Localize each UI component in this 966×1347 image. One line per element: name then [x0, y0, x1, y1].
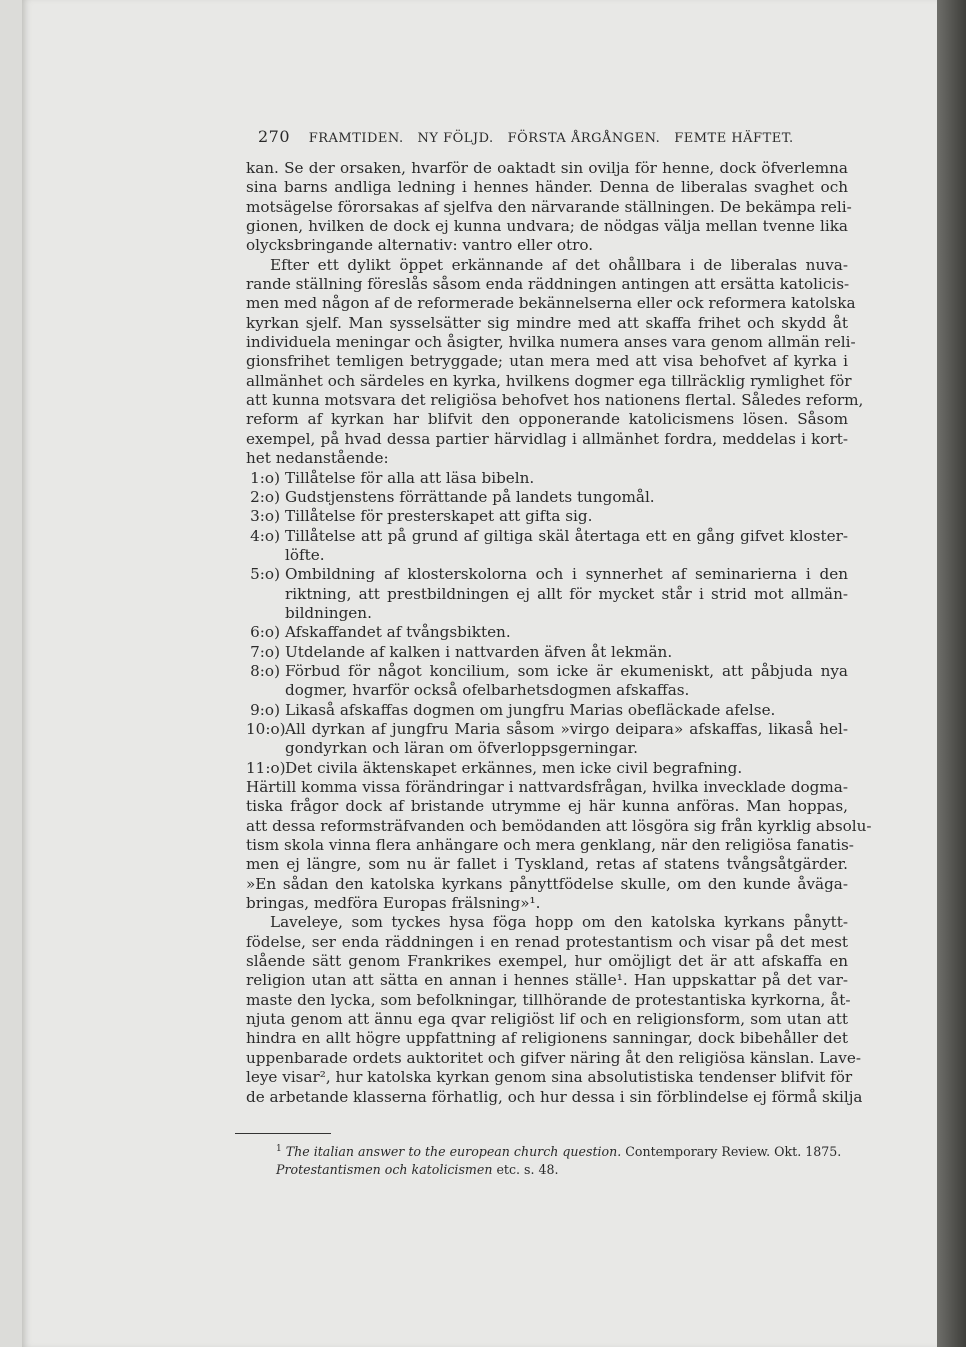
- list-text: [285, 623, 848, 642]
- text-line: tiska frågor dock af bristande utrymme ej här kunna anföras. Man hoppas,: [246, 797, 848, 816]
- page-stack-edge: [0, 0, 23, 1347]
- text-line: Förbud för något koncilium, som icke är ekumeniskt, att påbjuda nya: [285, 661, 848, 680]
- text-line: Härtill komma vissa förändringar i nattvardsfrågan, hvilka invecklade dogma-: [246, 778, 848, 796]
- text-line: Laveleye, som tyckes hysa föga hopp om den katolska kyrkans pånytt-: [270, 913, 848, 932]
- list-item: [246, 759, 848, 778]
- text-line: »En sådan den katolska kyrkans pånyttfödelse skulle, om den kunde åväga-: [246, 874, 848, 893]
- text-line: rande ställning föreslås såsom enda räddningen antingen att ersätta katolicis-: [246, 275, 850, 294]
- footnote-marker: 1: [276, 1144, 282, 1154]
- text-line: Likaså afskaffas dogmen om jungfru Marias obefläckade afelse.: [285, 700, 776, 719]
- footnote-rule: [235, 1133, 331, 1134]
- text-line: Tillåtelse för alla att läsa bibeln.: [285, 468, 535, 487]
- list-item: [246, 643, 848, 662]
- text-line: men ej längre, som nu är fallet i Tyskland, retas af statens tvångsåtgärder.: [246, 855, 848, 874]
- text-line: de arbetande klasserna förhatlig, och hur dessa i sin förblindelse ej förmå skilja: [246, 1087, 863, 1106]
- list-number: 2:o): [250, 487, 280, 506]
- text-line: Afskaffandet af tvångsbikten.: [285, 623, 511, 642]
- list-text: [285, 527, 848, 566]
- text-line: het nedanstående:: [246, 449, 389, 468]
- page-number: 270: [258, 127, 291, 146]
- text-line: All dyrkan af jungfru Maria såsom »virgo deipara» afskaffas, likaså hel-: [285, 719, 848, 738]
- list-number: 3:o): [250, 507, 280, 526]
- list-number: 7:o): [250, 642, 280, 661]
- text-line: kan. Se der orsaken, hvarför de oaktadt sin ovilja för henne, dock öfverlemna: [246, 159, 848, 177]
- text-line: religion utan att sätta en annan i hennes ställe¹. Han uppskattar på det var-: [246, 971, 848, 990]
- list-number: 6:o): [250, 623, 280, 642]
- paragraph: [246, 913, 863, 1106]
- text-line: dogmer, hvarför också ofelbarhetsdogmen afskaffas.: [285, 681, 690, 700]
- text-line: Tillåtelse för presterskapet att gifta sig.: [285, 507, 593, 526]
- footnote-source: Contemporary Review. Okt. 1875.: [625, 1144, 842, 1160]
- text-line: Utdelande af kalken i nattvarden äfven åt lekmän.: [285, 642, 673, 661]
- list-number: 4:o): [250, 526, 280, 545]
- list-text: [285, 643, 848, 662]
- text-line: hindra en allt högre uppfattning af religionens sanningar, dock bibehåller det: [246, 1029, 848, 1048]
- text-line: maste den lycka, som befolkningar, tillhörande de protestantiska kyrkorna, åt-: [246, 990, 851, 1009]
- text-line: slående sätt genom Frankrikes exempel, hur omöjligt det är att afskaffa en: [246, 952, 848, 971]
- paragraph: [246, 255, 864, 469]
- list-item: [246, 565, 848, 623]
- list-number: 11:o): [246, 758, 286, 777]
- list-text: [285, 488, 848, 507]
- list-number: 9:o): [250, 700, 280, 719]
- list-item: [246, 720, 848, 759]
- text-line: sina barns andliga ledning i hennes händer. Denna de liberalas svaghet och: [246, 178, 848, 197]
- list-text: [285, 720, 848, 759]
- text-line: att kunna motsvara det religiösa behofvet hos nationens flertal. Således reform,: [246, 391, 864, 410]
- list-item: [246, 507, 848, 526]
- text-line: men med någon af de reformerade bekännelserna eller ock reformera katolska: [246, 294, 856, 313]
- text-line: bringas, medföra Europas frälsning»¹.: [246, 894, 541, 913]
- list-number: 5:o): [250, 565, 280, 584]
- running-title: FRAMTIDEN. NY FÖLJD. FÖRSTA ÅRGÅNGEN. FEMTE HÄFTET.: [308, 131, 794, 146]
- text-line: att dessa reformsträfvanden och bemödanden att lösgöra sig från kyrklig absolu-: [246, 816, 872, 835]
- list-text: [285, 701, 848, 720]
- list-item: [246, 623, 848, 642]
- list-text: [285, 662, 848, 701]
- list-item: [246, 662, 848, 701]
- list-item: [246, 488, 848, 507]
- text-line: gionsfrihet temligen betryggade; utan mera med att visa behofvet af kyrka i: [246, 352, 848, 371]
- footnote-title: The italian answer to the european church question.: [285, 1144, 622, 1160]
- text-line: födelse, ser enda räddningen i en renad protestantism och visar på det mest: [246, 932, 848, 951]
- text-line: uppenbarade ordets auktoritet och gifver näring åt den religiösa känslan. Lave-: [246, 1048, 861, 1067]
- text-line: exempel, på hvad dessa partier härvidlag i allmänhet fordra, meddelas i kort-: [246, 429, 848, 448]
- text-line: motsägelse förorsakas af sjelfva den närvarande ställningen. De bekämpa reli-: [246, 197, 852, 216]
- list-text: [285, 507, 848, 526]
- text-line: riktning, att prestbildningen ej allt för mycket står i strid mot allmän-: [285, 584, 848, 603]
- footnote-page: etc. s. 48.: [496, 1162, 559, 1178]
- text-line: löfte.: [285, 545, 325, 564]
- text-line: individuela meningar och åsigter, hvilka numera anses vara genom allmän reli-: [246, 333, 856, 352]
- text-line: bildningen.: [285, 603, 372, 622]
- text-line: kyrkan sjelf. Man sysselsätter sig mindre med att skaffa frihet och skydd åt: [246, 313, 848, 332]
- text-line: tism skola vinna flera anhängare och mera genklang, när den religiösa fanatis-: [246, 836, 854, 855]
- text-line: gondyrkan och läran om öfverloppsgerningar.: [285, 739, 638, 758]
- text-line: Ombildning af klosterskolorna och i synnerhet af seminarierna i den: [285, 565, 848, 584]
- footnote: [276, 1140, 848, 1179]
- list-item: [246, 701, 848, 720]
- text-line: Efter ett dylikt öppet erkännande af det ohållbara i de liberalas nuva-: [270, 255, 848, 274]
- list-item: [246, 527, 848, 566]
- footnote-book: Protestantismen och katolicismen: [276, 1162, 493, 1178]
- list-item: [246, 469, 848, 488]
- page-shadow-edge: [937, 0, 966, 1347]
- text-line: reform af kyrkan har blifvit den opponerande katolicismens lösen. Såsom: [246, 410, 848, 429]
- text-line: leye visar², hur katolska kyrkan genom sina absolutistiska tendenser blifvit för: [246, 1068, 853, 1087]
- list-number: 1:o): [250, 468, 280, 487]
- text-line: njuta genom att ännu ega qvar religiöst lif och en religionsform, som utan att: [246, 1010, 848, 1029]
- list-text: [285, 469, 848, 488]
- text-line: olycksbringande alternativ: vantro eller otro.: [246, 236, 594, 255]
- text-line: gionen, hvilken de dock ej kunna undvara; de nödgas välja mellan tvenne lika: [246, 217, 848, 236]
- list-text: [285, 759, 848, 778]
- text-line: Tillåtelse att på grund af giltiga skäl återtaga ett en gång gifvet kloster-: [285, 526, 848, 545]
- paragraph: [246, 159, 852, 256]
- list-number: 8:o): [250, 661, 280, 680]
- text-line: allmänhet och särdeles en kyrka, hvilkens dogmer ega tillräcklig rymlighet för: [246, 371, 852, 390]
- running-header: [258, 127, 848, 146]
- paragraph: [246, 778, 872, 913]
- body-text: [246, 159, 872, 1107]
- list-number: 10:o): [246, 719, 286, 738]
- list-text: [285, 565, 848, 623]
- text-line: Gudstjenstens förrättande på landets tungomål.: [285, 487, 655, 506]
- text-line: Det civila äktenskapet erkännes, men icke civil begrafning.: [285, 758, 743, 777]
